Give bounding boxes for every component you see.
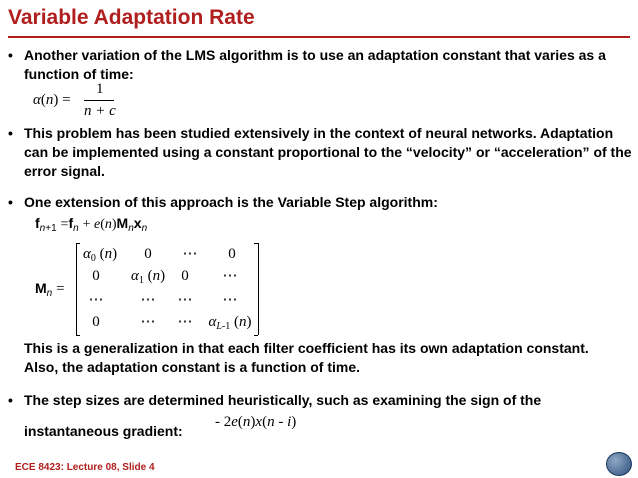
slide-title: Variable Adaptation Rate [8, 6, 255, 29]
matrix-cell: 0 [181, 268, 189, 284]
matrix-cell: $\alpha_0$ (n) [82, 246, 118, 264]
bullet-dot: • [8, 194, 13, 210]
generalization-text: This is a generalization in that each filter coefficient has its own adaptation constant. Also, the adaptation constant is a function of time. [24, 340, 589, 375]
matrix-cell: $\alpha_{L-1}$ (n) [208, 314, 252, 332]
matrix-cell: ⋯ [140, 314, 156, 330]
matrix-cell: ⋯ [177, 314, 193, 330]
gradient-label: instantaneous gradient: [24, 423, 183, 439]
alpha-denominator: n + c [84, 103, 116, 119]
bullet-dot: • [8, 125, 13, 141]
slide-footer: ECE 8423: Lecture 08, Slide 4 [15, 462, 155, 473]
alpha-fraction-bar [84, 100, 114, 101]
bullet-dot: • [8, 392, 13, 408]
matrix-cell: 0 [92, 314, 100, 330]
matrix-cell: $\alpha_1$ (n) [130, 268, 166, 286]
matrix-cell: 0 [144, 246, 152, 262]
matrix-cell: 0 [228, 246, 236, 262]
bullet-1-text: Another variation of the LMS algorithm is to use an adaptation constant that varies as a function of time: [24, 47, 606, 82]
matrix-lhs: $M_n$ = [35, 280, 65, 299]
title-underline [8, 36, 630, 38]
alpha-numerator: 1 [96, 81, 104, 97]
matrix-cell: ⋯ [222, 292, 238, 308]
matrix-cell: ⋯ [182, 246, 198, 262]
university-seal-icon [606, 452, 632, 476]
matrix-cell: ⋯ [177, 292, 193, 308]
update-equation: $f_{n+1} =f_n + e(n)M_nx_n$ [35, 215, 148, 234]
matrix-cell: 0 [92, 268, 100, 284]
matrix-cell: ⋯ [88, 292, 104, 308]
bullet-4-text: The step sizes are determined heuristically, such as examining the sign of the [24, 392, 542, 408]
bullet-dot: • [8, 47, 13, 63]
gradient-expression: - 2e(n)x(n - i) [215, 414, 297, 430]
matrix-cell: ⋯ [222, 268, 238, 284]
matrix-cell: ⋯ [140, 292, 156, 308]
bullet-2-text: This problem has been studied extensively in the context of neural networks. Adaptation can be implemented using a constant proportional to the “velocity” or “acceleration” of the error signal. [24, 125, 632, 179]
alpha-lhs: α(n) = [33, 92, 71, 108]
bullet-3-text: One extension of this approach is the Variable Step algorithm: [24, 194, 438, 210]
